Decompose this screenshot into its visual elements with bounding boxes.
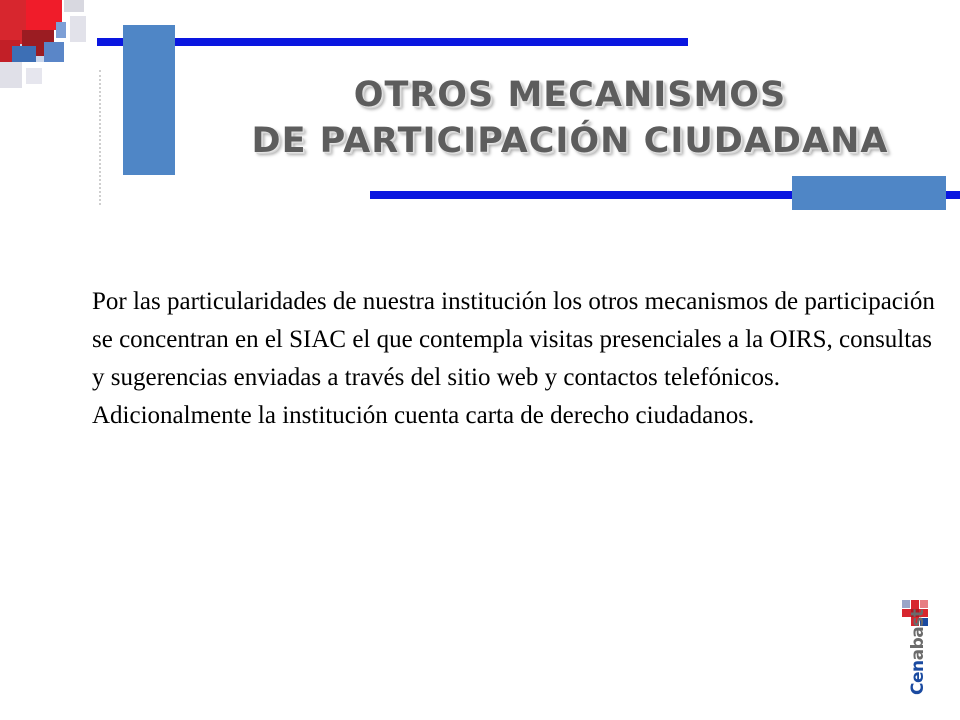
logo-text-part-2: abast: [908, 609, 928, 661]
dotted-guide-line: [99, 70, 101, 205]
bottom-blue-block: [792, 176, 946, 210]
slide-body-text: Por las particularidades de nuestra institución los otros mecanismos de participación se concentran en el SIAC el que contempla visitas presenciales a la OIRS, consultas y sugerencias enviadas a través del sitio web y contactos telefónicos. Adicionalmente la institución cuenta carta de derecho ciudadanos.: [92, 288, 935, 429]
logo-text-part-1: Cen: [908, 660, 928, 695]
slide-title-line-1: OTROS MECANISMOS: [353, 75, 787, 115]
top-blue-bar: [97, 38, 688, 46]
slide-title-line-2: DE PARTICIPACIÓN CIUDADANA: [251, 121, 889, 161]
cenabast-wordmark: [908, 610, 928, 695]
corner-mosaic-decoration: [0, 0, 90, 90]
cenabast-logo: [896, 598, 942, 698]
slide-title: [250, 72, 890, 164]
vertical-blue-bar: [123, 25, 175, 175]
